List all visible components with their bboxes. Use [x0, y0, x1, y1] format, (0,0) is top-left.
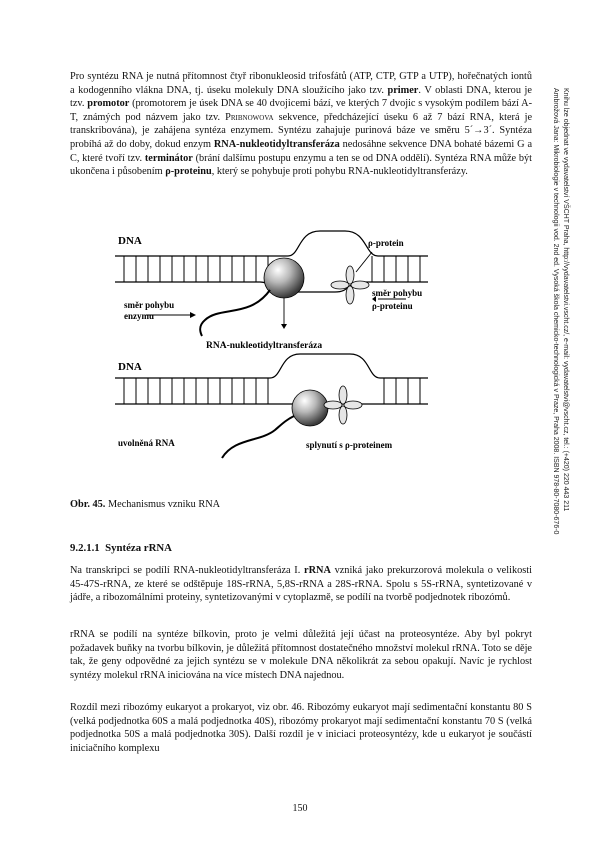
bottom-dna-strands [115, 354, 428, 404]
term-promotor: promotor [87, 98, 130, 110]
rna-strand-top [200, 290, 270, 336]
rna-mechanism-figure [110, 228, 430, 482]
text: , který se pohybuje proti pohybu RNA-nukleotidyltransferázy. [211, 166, 468, 178]
side-note-line2: Knihu lze objednat ve vydavatelství VŠCHT Praha, http://vydavatelstvi.vscht.cz/, e-mail: vydavatelstvi@vscht.cz, tel.: (+420) 220 443 211 [562, 88, 569, 512]
rho-pointer [356, 252, 372, 272]
page-number: 150 [292, 803, 308, 814]
term-primer: primer [387, 84, 419, 96]
released-rna-strand [222, 416, 294, 458]
text: sekvence, předcházející úseku 6 až 7 bází RNA, která je transkribována), je zahájena syntéza enzymem. Syntézu zahajuje purinová báze ve směru 5´→3´. Syntéza probíhá až do doby, dokud enzym [70, 111, 533, 150]
text: . V oblasti DNA, kterou je tzv. [70, 84, 532, 110]
label-rho-dir-2: ρ-proteinu [372, 301, 413, 311]
label-released-rna: uvolněná RNA [118, 438, 175, 448]
paragraph-rrna-transcription [70, 564, 532, 605]
text: nedosáhne sekvence DNA bohaté bázemi G a C, které tvoří tzv. [70, 138, 533, 164]
arrow-right-icon [190, 312, 196, 318]
rho-protein-bottom-icon [324, 386, 362, 424]
side-citation [541, 88, 587, 588]
section-number: 9.2.1.1 [70, 542, 100, 554]
term-terminator: terminátor [144, 152, 193, 164]
figure-caption [70, 499, 220, 510]
enzyme-ball-bottom-icon [292, 390, 328, 426]
label-enzyme-name: RNA-nukleotidyltransferáza [206, 341, 323, 351]
label-enzyme-dir-2: enzymu [124, 311, 154, 321]
paragraph-ribosome-difference [70, 701, 532, 755]
term-rho-protein: ρ-proteinu [165, 166, 212, 178]
caption-label: Obr. 45. [70, 499, 106, 510]
caption-text: Mechanismus vzniku RNA [107, 499, 221, 510]
label-enzyme-dir-1: směr pohybu [124, 300, 175, 310]
label-dna-bottom: DNA [118, 361, 142, 373]
label-dna-top: DNA [118, 235, 142, 247]
term-enzyme: RNA-nukleotidyltransferáza [213, 138, 340, 150]
label-rho-dir-1: směr pohybu [372, 288, 423, 298]
label-rho: ρ-protein [368, 238, 404, 248]
text: vzniká jako prekurzorová molekula o velikosti 45-47S-rRNA, ze které se odštěpuje 18S-rRNA, 5,8S-rRNA a 28S-rRNA. Spolu s 5S-rRNA, syntetizované v jádře, a ribozomálními proteiny, syntetizovanými v cytoplazmě, se podílí na tvorbě podjednotek ribozómů. [70, 565, 532, 604]
text: rRNA se podílí na syntéze bílkovin, proto je velmi důležitá její účast na proteosyntéze. Aby byl pokryt požadavek buňky na tvorbu bílkovin, je důležitá přítomnost dostatečného množství molekul rRNA. Toto se děje tak, že geny odpovědné za jejich syntézu se v molekule DNA několikrát za sebou opakují. Navíc je rychlost syntézy molekul rRNA iniciována na více místech DNA najednou. [70, 629, 532, 681]
enzyme-ball-icon [264, 258, 304, 298]
text: (brání dalšímu postupu enzymu a ten se od DNA oddělí). Syntéza RNA může být ukončena i působením [70, 152, 532, 178]
text: Na transkripci se podílí RNA-nukleotidyltransferáza I. [70, 565, 301, 576]
paragraph-rrna-role [70, 628, 532, 682]
rho-protein-icon [331, 266, 369, 304]
section-title: Syntéza rRNA [105, 542, 172, 554]
text: Pro syntézu RNA je nutná přítomnost čtyř ribonukleosid trifosfátů (ATP, CTP, GTP a UTP), hořečnatých iontů a kodogenního vlákna DNA, tj. úseku molekuly DNA sloužícího jako tzv. [70, 71, 532, 96]
term-rrna: rRNA [304, 565, 331, 576]
term-pribnow: Pribnowova [225, 111, 274, 123]
side-note-line1: Ambrožová Jana: Mikrobiologie v technologii vod. 2nd ed. Vysoká škola chemicko-technologická v Praze, Praha 2008. ISBN 978-80-7080-676-0 [552, 88, 559, 535]
section-heading [70, 542, 172, 554]
text: (promotorem je úsek DNA se 40 dvojicemi bází, ve kterých 7 dvojic s vysokým podílem bází A-T, známých pod názvem jako tzv. [70, 98, 533, 123]
text: Rozdíl mezi ribozómy eukaryot a prokaryot, viz obr. 46. Ribozómy eukaryot mají sedimentační konstantu 80 S (velká podjednotka 60S a malá podjednotka 40S), ribozómy prokaryot mají sedimentační konstantu 70 S (velká podjednotka 50S a malá podjednotka 30S). Další rozdíl je v iniciaci proteosyntézy, kde u eukaryot je součástí iniciačního komplexu [70, 702, 532, 754]
paragraph-rna-synthesis [70, 70, 532, 179]
label-fusion: splynutí s ρ-proteinem [306, 440, 393, 450]
